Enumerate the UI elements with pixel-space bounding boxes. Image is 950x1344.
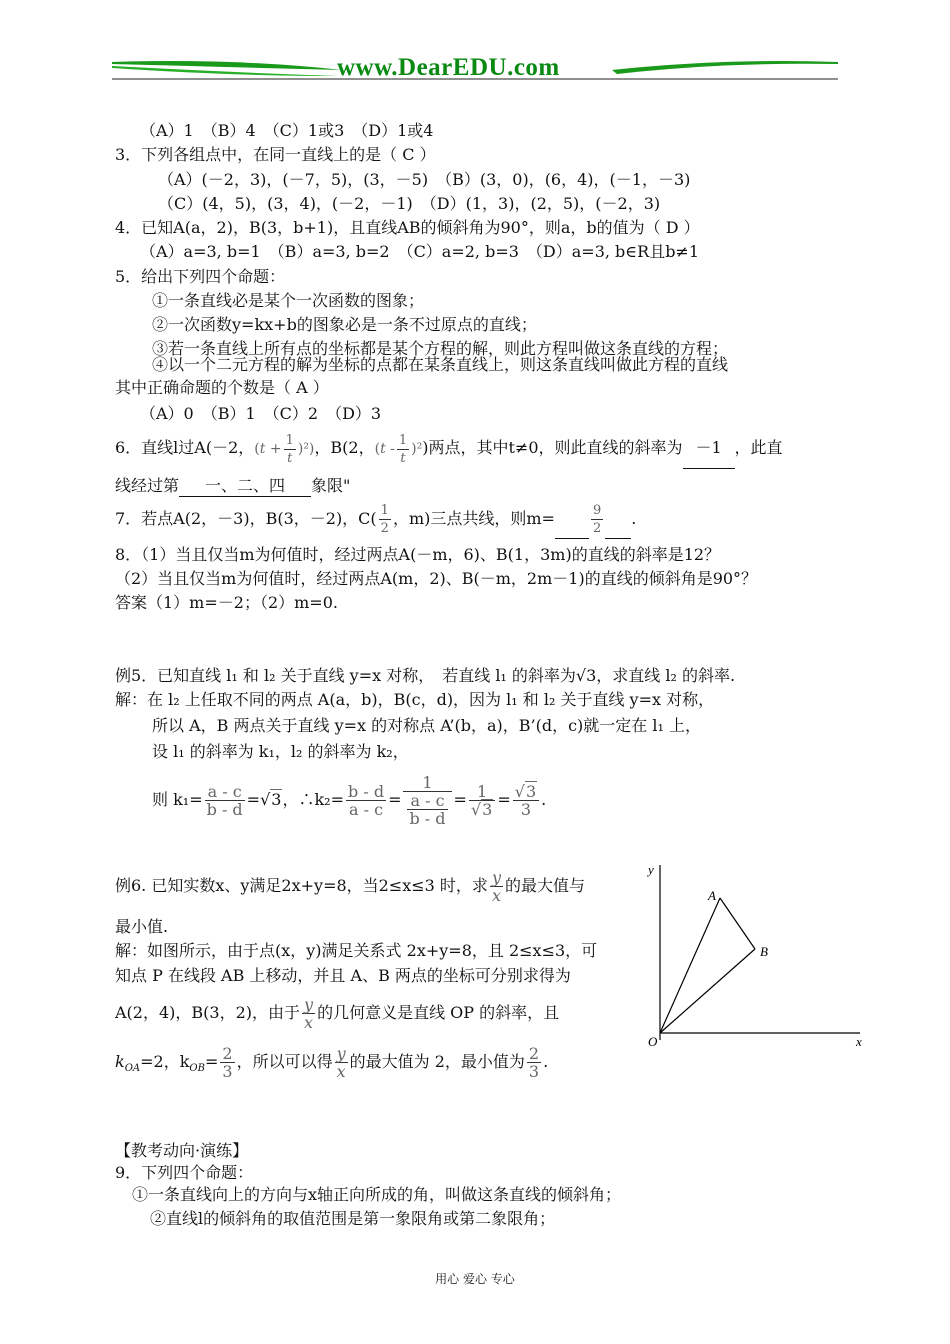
q8-part-1: 8．（1）当且仅当m为何值时，经过两点A(－m，6)、B(1，3m)的直线的斜率是12？ xyxy=(115,545,721,564)
ex6-s4-c: ，所以可以得 xyxy=(236,1052,333,1071)
q4-options: （A）a=3, b=1 （B）a=3, b=2 （C）a=2, b=3 （D）a=3, b∈R且b≠1 xyxy=(140,242,700,261)
graph-origin-label: O xyxy=(648,1034,658,1049)
q9-proposition-2: ②直线l的倾斜角的取值范围是第一象限角或第二象限角； xyxy=(150,1209,556,1228)
section-heading: 【教考动向·演练】 xyxy=(115,1141,249,1160)
q7-line xyxy=(115,500,636,539)
q7-mid: ，m)三点共线，则m= xyxy=(392,509,555,528)
q6-line-2 xyxy=(115,476,350,497)
ex5-k2-inv-root: $\frac{1}{√3}$ xyxy=(469,783,495,818)
q6-pre: 6．直线l过A(－2， xyxy=(115,438,255,457)
q6-expr-2: (t - $\frac{1}{t}$ )² xyxy=(374,432,423,466)
ex6-yx-frac-1: $\frac{y}{x}$ xyxy=(491,868,501,905)
q5-proposition-4: ④以一个二元方程的解为坐标的点都在某条直线上，则这条直线叫做此方程的直线 xyxy=(152,355,729,374)
q3-options-ab: （A）(－2，3)，(－7，5)，(3，－5) （B）(3，0)，(6，4)，(－1，－3) xyxy=(158,170,691,189)
q6-line2-pre: 线经过第 xyxy=(115,476,180,495)
q6-slope-answer: －1 xyxy=(683,428,735,469)
ex6-s3-pre: A(2，4)，B(3，2)，由于 xyxy=(115,1003,301,1022)
ex5-k2-result: $\frac{√3}{3}$ xyxy=(513,783,539,818)
ex6-solution-2: 知点 P 在线段 AB 上移动，并且 A、B 两点的坐标可分别求得为 xyxy=(115,966,571,985)
q5-options: （A）0 （B）1 （C）2 （D）3 xyxy=(140,404,382,423)
q9-stem: 9．下列四个命题： xyxy=(115,1163,254,1182)
q7-answer-blank-left xyxy=(555,500,589,539)
ex6-kob-num: 2 xyxy=(222,1044,233,1063)
q7-frac-den: 2 xyxy=(380,521,389,536)
ex6-kob-sub: OB xyxy=(189,1063,205,1075)
q5-stem: 5．给出下列四个命题： xyxy=(115,267,286,286)
ex6-s3-post: 的几何意义是直线 OP 的斜率，且 xyxy=(317,1003,560,1022)
q5-proposition-2: ②一次函数y=kx+b的图象必是一条不过原点的直线； xyxy=(152,315,537,334)
page-header xyxy=(112,50,838,86)
ex6-yx-frac-2: $\frac{y}{x}$ xyxy=(304,995,314,1032)
q3-stem: 3．下列各组点中，在同一直线上的是（ C ） xyxy=(115,145,436,164)
ex6-solution-3 xyxy=(115,993,559,1033)
segment-ab xyxy=(720,898,755,949)
ex5-step-2: 所以 A，B 两点关于直线 y=x 的对称点 A’(b，a)，B’(d，c)就一定在 l₁ 上， xyxy=(152,716,702,735)
ex6-k-label: k xyxy=(115,1052,125,1071)
ex6-yx-frac-3: $\frac{y}{x}$ xyxy=(336,1044,346,1081)
ex5-stem: 例5．已知直线 l₁ 和 l₂ 关于直线 y=x 对称， 若直线 l₁ 的斜率为√3，求直线 l₂ 的斜率. xyxy=(115,666,736,685)
ex5-therefore: ，∴k₂= xyxy=(282,790,344,809)
ex5-then: 则 k₁= xyxy=(152,790,203,809)
site-title[interactable]: www.DearEDU.com xyxy=(337,54,560,81)
q6-post: 两点，其中t≠0，则此直线的斜率为 xyxy=(428,438,683,457)
ex5-k2-frac: $\frac{b - d}{a - c}$ xyxy=(348,782,385,819)
q8-part-2: （2）当且仅当m为何值时，经过两点A(m，2)、B(－m，2m－1)的直线的倾斜角是90°？ xyxy=(115,569,758,588)
ex6-stem-pre: 例6. 已知实数x、y满足2x+y=8，当2≤x≤3 时，求 xyxy=(115,876,488,895)
ex6-koa-eq: =2，k xyxy=(140,1052,190,1071)
q8-answer: 答案（1）m=－2；（2）m=0. xyxy=(115,593,338,612)
ex5-k2-nested-num: 1 xyxy=(403,774,451,792)
ex6-kob-frac xyxy=(220,1045,234,1080)
graph-point-b-label: B xyxy=(760,944,768,959)
q6-line2-post: 象限" xyxy=(311,476,351,495)
q6-tail: ，此直 xyxy=(734,438,783,457)
q6-mid: ，B(2， xyxy=(314,438,375,457)
page-footer: 用心 爱心 专心 xyxy=(435,1272,515,1286)
q6-expr-1: (t + $\frac{1}{t}$ )²) xyxy=(254,432,315,466)
ex6-kob-eq: = xyxy=(204,1052,219,1071)
ex6-s4-e: . xyxy=(543,1052,549,1071)
segment-ob xyxy=(660,949,755,1033)
q4-stem: 4．已知A(a，2)，B(3，b+1)，且直线AB的倾斜角为90°，则a，b的值为（ D ） xyxy=(115,218,700,237)
ex6-kob-den: 3 xyxy=(222,1062,233,1081)
q7-pre: 7．若点A(2，－3)，B(3，－2)，C( xyxy=(115,509,377,528)
q7-frac-num: 1 xyxy=(380,503,389,518)
graph-point-a-label: A xyxy=(708,888,716,903)
q5-ask: 其中正确命题的个数是（ A ） xyxy=(115,378,329,397)
ex6-solution-4 xyxy=(115,1042,548,1089)
q7-post: . xyxy=(631,509,637,528)
ex5-step-1: 解：在 l₂ 上任取不同的两点 A(a，b)，B(c，d)，因为 l₁ 和 l₂ 关于直线 y=x 对称， xyxy=(115,690,715,709)
ex5-k2-nested-frac: $\frac{1}{\frac{a - c}{b - d}}$ xyxy=(403,774,451,827)
q9-proposition-1: ①一条直线向上的方向与x轴正向所成的角，叫做这条直线的倾斜角； xyxy=(132,1185,622,1204)
ex5-formula: 则 k₁= $\frac{a - c}{b - d}$ =√3，∴k₂= $\frac{b - d}{a - c}$ = $\frac{1}{\frac{a - c}{b - d}}$ = $\frac{1}{√3}$ = $\frac{√3}{3}$ . xyxy=(152,773,547,828)
ex5-root3: 3 xyxy=(271,790,282,809)
q7-answer-blank-right xyxy=(605,500,631,539)
q7-ans-den: 2 xyxy=(592,521,602,536)
segment-oa xyxy=(660,898,720,1033)
q5-proposition-3: ③若一条直线上所有点的坐标都是某个方程的解，则此方程叫做这条直线的方程； xyxy=(152,339,729,358)
q7-ans-num: 9 xyxy=(592,503,602,518)
ex5-step-3: 设 l₁ 的斜率为 k₁，l₂ 的斜率为 k₂， xyxy=(152,742,409,761)
q3-options-cd: （C）(4，5)，(3，4)，(－2，－1) （D）(1，3)，(2，5)，(－2，3) xyxy=(158,194,661,213)
graph-x-label: x xyxy=(856,1034,862,1049)
graph-y-label: y xyxy=(648,862,654,877)
ex6-graph xyxy=(630,860,870,1060)
ex6-min-frac: $\frac{2}{3}$ xyxy=(528,1044,540,1081)
ex6-stem-2: 最小值. xyxy=(115,917,169,936)
ex6-solution-1: 解：如图所示，由于点(x，y)满足关系式 2x+y=8，且 2≤x≤3，可 xyxy=(115,941,598,960)
ex5-k1-den: b - d xyxy=(206,800,243,819)
ex5-k1-num: a - c xyxy=(205,783,245,801)
q7-frac xyxy=(379,502,391,537)
q6-line-1: 6．直线l过A(－2，(t + $\frac{1}{t}$ )²)，B(2，(t - $\frac{1}{t}$ )²)两点，其中t≠0，则此直线的斜率为 －1 ，此直 xyxy=(115,428,783,469)
q5-proposition-1: ①一条直线必是某个一次函数的图象； xyxy=(152,291,425,310)
ex5-k1-frac xyxy=(205,783,245,818)
ex6-koa-sub: OA xyxy=(124,1063,141,1075)
ex6-s4-d: 的最大值为 2，最小值为 xyxy=(349,1052,525,1071)
q2-options: （A）1 （B）4 （C）1或3 （D）1或4 xyxy=(140,121,434,140)
ex6-stem xyxy=(115,866,585,906)
q7-answer xyxy=(591,502,603,537)
ex6-stem-post: 的最大值与 xyxy=(504,876,585,895)
q6-quadrants-answer: 一、二、四 xyxy=(179,476,311,497)
